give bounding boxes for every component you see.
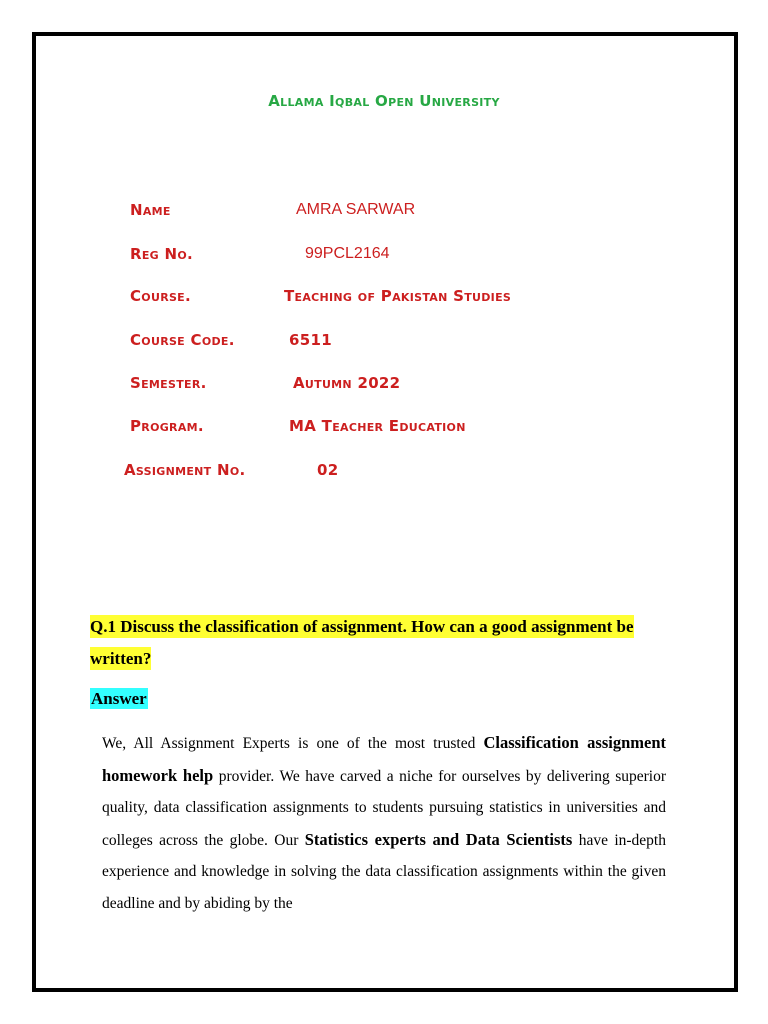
program-value: MA Teacher Education — [289, 417, 466, 435]
course-value: Teaching of Pakistan Studies — [284, 287, 512, 305]
name-label: Name — [130, 201, 171, 219]
course-code-label: Course Code. — [130, 331, 235, 349]
answer-text-1: We, All Assignment Experts is one of the most trusted — [102, 735, 484, 752]
program-label: Program. — [130, 417, 204, 435]
assignment-no-label: Assignment No. — [124, 461, 246, 479]
university-title: Allama Iqbal Open University — [268, 92, 500, 110]
question-highlight: Q.1 Discuss the classification of assignment. How can a good assignment be written? — [90, 617, 634, 668]
answer-emphasis-1: Classification assignment homework help — [102, 733, 666, 785]
answer-text-2: provider. We have carved a niche for ourselves by delivering superior quality, data classification assignments to students pursuing statistics in universities and colleges across the globe. Our — [102, 767, 666, 849]
answer-paragraph — [102, 727, 666, 919]
answer-heading — [90, 687, 148, 711]
question-text — [90, 611, 670, 675]
answer-emphasis-2: Statistics experts and Data Scientists — [304, 829, 573, 849]
answer-text-3: have in-depth experience and knowledge in solving the data classification assignments within the given deadline and by abiding by the — [102, 831, 666, 912]
name-value: AMRA SARWAR — [296, 201, 416, 218]
course-code-value: 6511 — [289, 331, 332, 349]
answer-heading-highlight: Answer — [91, 689, 147, 708]
reg-no-label: Reg No. — [130, 245, 194, 263]
semester-label: Semester. — [130, 374, 207, 392]
reg-no-value: 99PCL2164 — [305, 245, 390, 262]
semester-value: Autumn 2022 — [293, 374, 401, 392]
assignment-no-value: 02 — [317, 461, 339, 479]
course-label: Course. — [130, 287, 191, 305]
